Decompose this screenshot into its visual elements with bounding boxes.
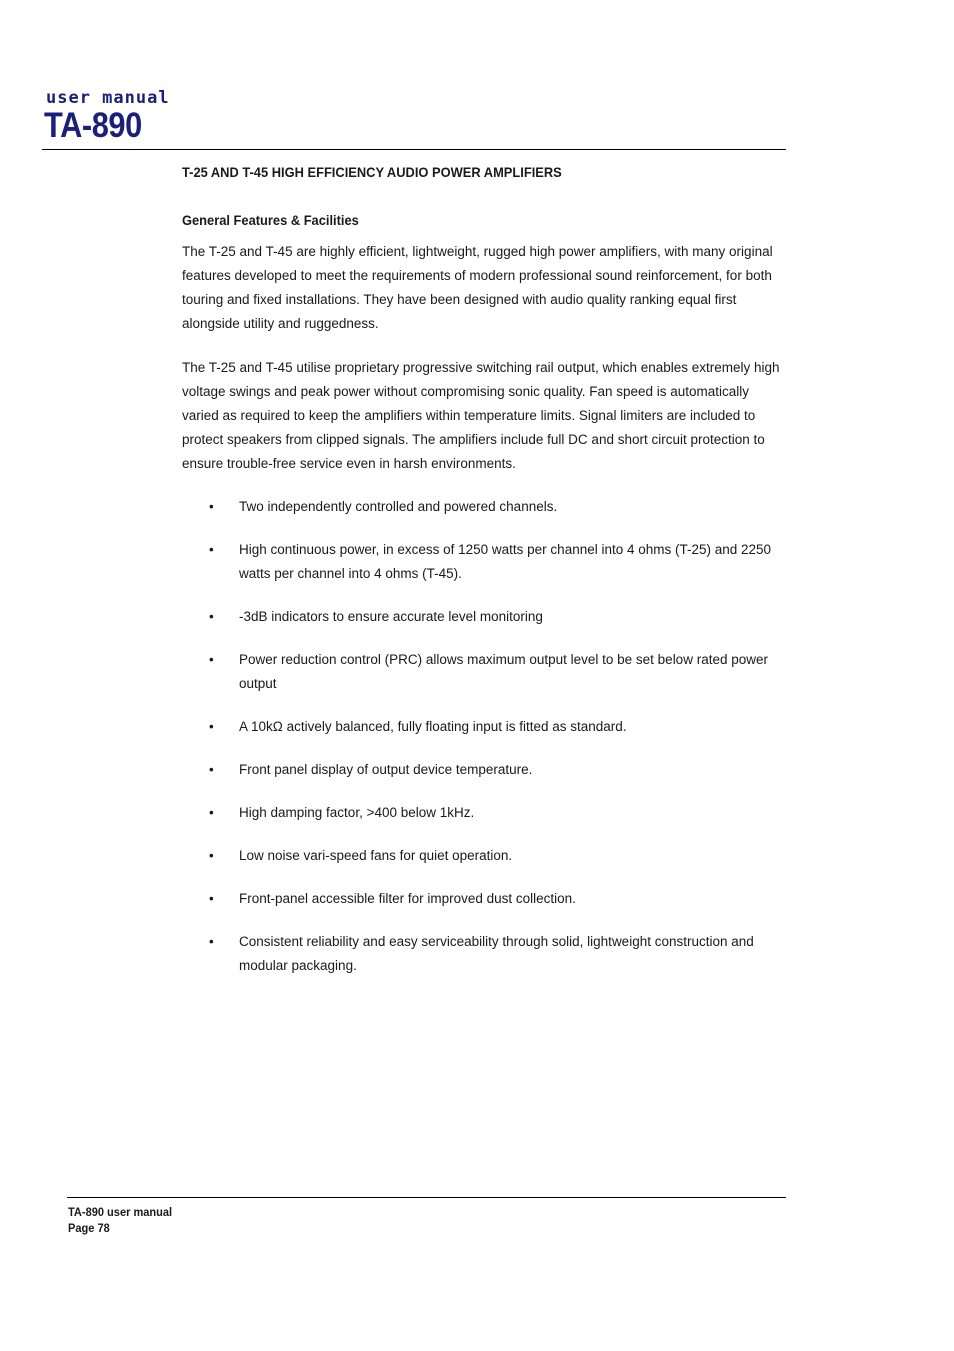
header-subtitle: user manual xyxy=(46,88,170,108)
feature-list-item xyxy=(182,887,787,911)
feature-list-item xyxy=(182,715,787,739)
feature-list-item xyxy=(182,801,787,825)
feature-text: High continuous power, in excess of 1250 watts per channel into 4 ohms (T-25) and 2250 watts per channel into 4 ohms (T-45). xyxy=(239,542,772,581)
header-title: TA-890 xyxy=(44,106,142,145)
feature-text: High damping factor, >400 below 1kHz. xyxy=(239,805,475,820)
feature-text: Front-panel accessible filter for improved dust collection. xyxy=(239,891,576,906)
main-content xyxy=(182,162,787,997)
bullet-icon: • xyxy=(209,719,214,734)
footer-divider xyxy=(67,1197,786,1198)
bullet-icon: • xyxy=(209,609,214,624)
bullet-icon: • xyxy=(209,934,214,949)
bullet-icon: • xyxy=(209,762,214,777)
bullet-icon: • xyxy=(209,805,214,820)
feature-text: Power reduction control (PRC) allows maximum output level to be set below rated power output xyxy=(239,652,768,691)
footer-document-name: TA-890 user manual xyxy=(68,1205,173,1219)
feature-list-item xyxy=(182,930,787,978)
feature-list-item xyxy=(182,495,787,519)
bullet-icon: • xyxy=(209,652,214,667)
header-divider xyxy=(42,149,786,150)
section-title: T-25 AND T-45 HIGH EFFICIENCY AUDIO POWER AMPLIFIERS xyxy=(182,164,562,180)
bullet-icon: • xyxy=(209,499,214,514)
feature-list-item xyxy=(182,844,787,868)
feature-list-item xyxy=(182,538,787,586)
feature-text: Front panel display of output device temperature. xyxy=(239,762,533,777)
feature-list xyxy=(182,495,787,978)
feature-text: A 10kΩ actively balanced, fully floating input is fitted as standard. xyxy=(239,719,627,734)
bullet-icon: • xyxy=(209,848,214,863)
feature-text: Two independently controlled and powered channels. xyxy=(239,499,558,514)
bullet-icon: • xyxy=(209,542,214,557)
feature-list-item xyxy=(182,605,787,629)
feature-text: -3dB indicators to ensure accurate level monitoring xyxy=(239,609,543,624)
bullet-icon: • xyxy=(209,891,214,906)
paragraph-intro: The T-25 and T-45 are highly efficient, lightweight, rugged high power amplifiers, with many original features developed to meet the requirements of modern professional sound reinforcement, for both touring and fixed installations. They have been designed with audio quality ranking equal first alongside utility and ruggedness. xyxy=(182,244,773,331)
footer-page-number: Page 78 xyxy=(68,1221,110,1235)
paragraph-technology: The T-25 and T-45 utilise proprietary progressive switching rail output, which enables extremely high voltage swings and peak power without compromising sonic quality. Fan speed is automatically varied as required to keep the amplifiers within temperature limits. Signal limiters are included to protect speakers from clipped signals. The amplifiers include full DC and short circuit protection to ensure trouble-free service even in harsh environments. xyxy=(182,360,780,471)
feature-text: Consistent reliability and easy serviceability through solid, lightweight construction and modular packaging. xyxy=(239,934,754,973)
feature-list-item xyxy=(182,648,787,696)
feature-text: Low noise vari-speed fans for quiet operation. xyxy=(239,848,513,863)
subsection-title: General Features & Facilities xyxy=(182,212,359,228)
feature-list-item xyxy=(182,758,787,782)
